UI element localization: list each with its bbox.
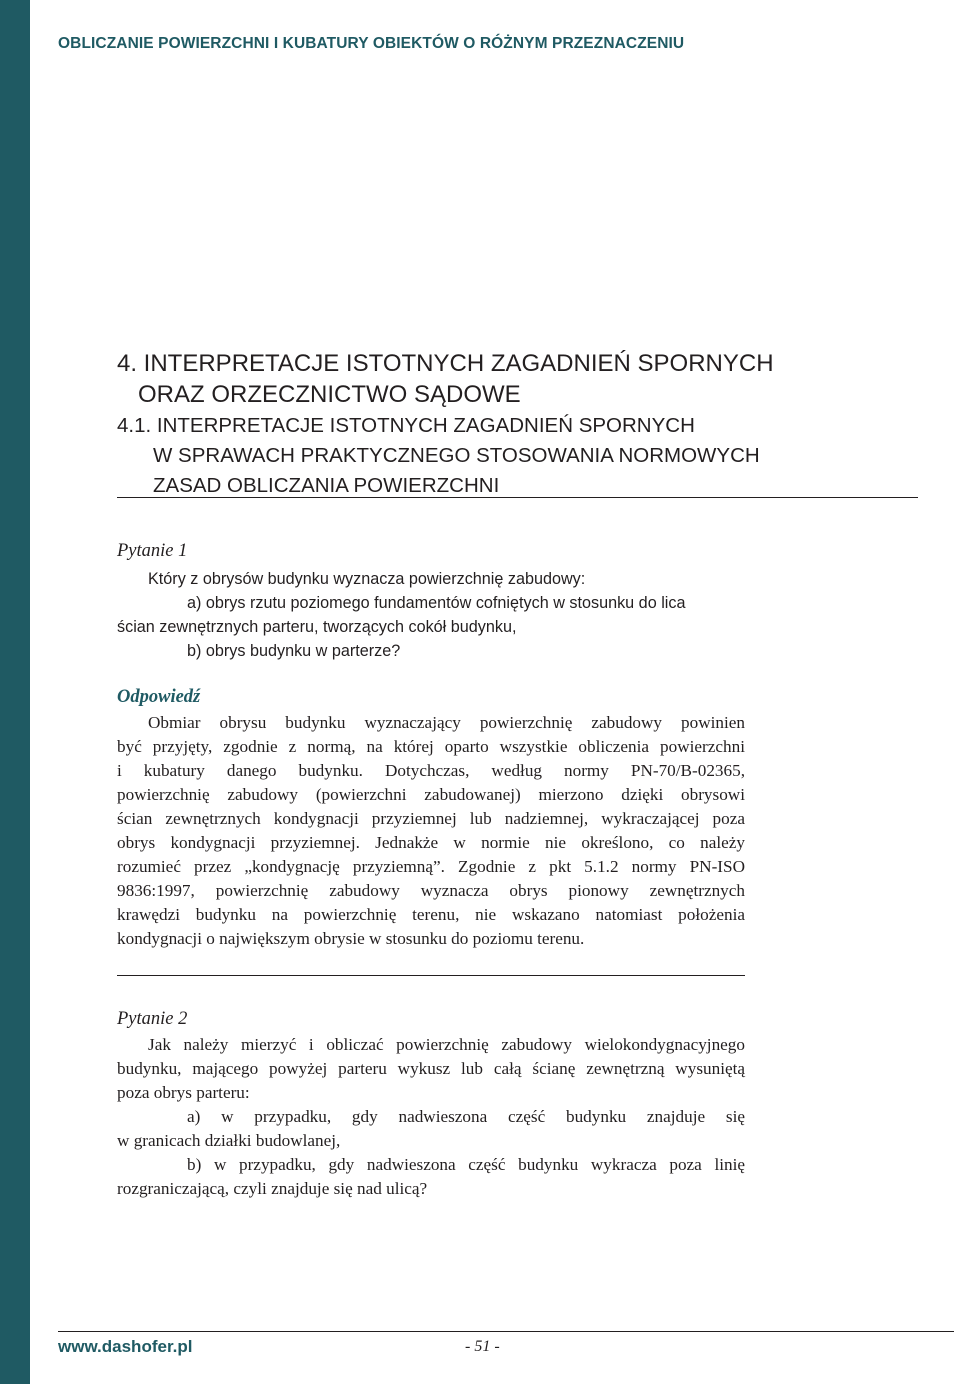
question-1-line: a) obrys rzutu poziomego fundamentów cofniętych w stosunku do lica [187, 594, 686, 612]
chapter-title-line-2: ORAZ ORZECZNICTWO SĄDOWE [138, 381, 521, 408]
question-2-line: rozgraniczającą, czyli znajduje się nad ulicą? [117, 1179, 428, 1198]
section-divider [117, 497, 918, 498]
section-title-line-2: W SPRAWACH PRAKTYCZNEGO STOSOWANIA NORMOWYCH [153, 444, 760, 467]
answer-1-line: być przyjęty, zgodnie z normą, na której oparto wszystkie obliczenia powierzchni [117, 737, 745, 756]
chapter-title-line-1: 4. INTERPRETACJE ISTOTNYCH ZAGADNIEŃ SPORNYCH [117, 350, 774, 377]
answer-1-line: powierzchnię zabudowy (powierzchni zabudowanej) mierzono dzięki obrysowi [117, 785, 745, 804]
question-2-line: b) w przypadku, gdy nadwieszona część budynku wykracza poza linię [187, 1155, 745, 1174]
answer-1-line: 9836:1997, powierzchnię zabudowy wyznacza obrys pionowy zewnętrznych [117, 881, 745, 900]
page-number: - 51 - [465, 1338, 500, 1355]
footer-website-link[interactable]: www.dashofer.pl [58, 1337, 193, 1356]
question-1-line: Który z obrysów budynku wyznacza powierzchnię zabudowy: [148, 570, 586, 588]
answer-1-line: Obmiar obrysu budynku wyznaczający powierzchnię zabudowy powinien [148, 713, 745, 732]
answer-1-line: kondygnacji o największym obrysie w stosunku do poziomu terenu. [117, 929, 585, 948]
question-2-line: Jak należy mierzyć i obliczać powierzchnię zabudowy wielokondygnacyjnego [148, 1035, 745, 1054]
footer-divider [58, 1331, 954, 1332]
section-title-line-3: ZASAD OBLICZANIA POWIERZCHNI [153, 474, 500, 497]
answer-1-line: ścian zewnętrznych kondygnacji przyziemnej lub nadziemnej, wykraczającej poza [117, 809, 745, 828]
question-2-line: budynku, mającego powyżej parteru wykusz lub całą ścianę zewnętrzną wysuniętą [117, 1059, 745, 1078]
answer-1-line: rozumieć przez „kondygnację przyziemną”. Zgodnie z pkt 5.1.2 normy PN-ISO [117, 857, 745, 876]
question-1-line: b) obrys budynku w parterze? [187, 642, 401, 660]
question-2-line: w granicach działki budowlanej, [117, 1131, 341, 1150]
answer-1-line: obrys kondygnacji przyziemnej. Jednakże w normie nie określono, co należy [117, 833, 745, 852]
running-header: OBLICZANIE POWIERZCHNI I KUBATURY OBIEKTÓW O RÓŻNYM PRZEZNACZENIU [58, 35, 685, 52]
answer-1-line: i kubatury danego budynku. Dotychczas, według normy PN-70/B-02365, [117, 761, 745, 780]
question-1-heading: Pytanie 1 [117, 541, 188, 561]
question-2-line: a) w przypadku, gdy nadwieszona część budynku znajduje się [187, 1107, 745, 1126]
question-divider [117, 975, 745, 976]
answer-1-heading: Odpowiedź [117, 687, 201, 707]
answer-1-line: krawędzi budynku na powierzchnię terenu, nie wskazano natomiast położenia [117, 905, 745, 924]
question-1-line: ścian zewnętrznych parteru, tworzących cokół budynku, [117, 618, 517, 636]
question-2-heading: Pytanie 2 [117, 1009, 188, 1029]
left-accent-bar [0, 0, 30, 1384]
section-title-line-1: 4.1. INTERPRETACJE ISTOTNYCH ZAGADNIEŃ SPORNYCH [117, 414, 695, 437]
question-2-line: poza obrys parteru: [117, 1083, 250, 1102]
